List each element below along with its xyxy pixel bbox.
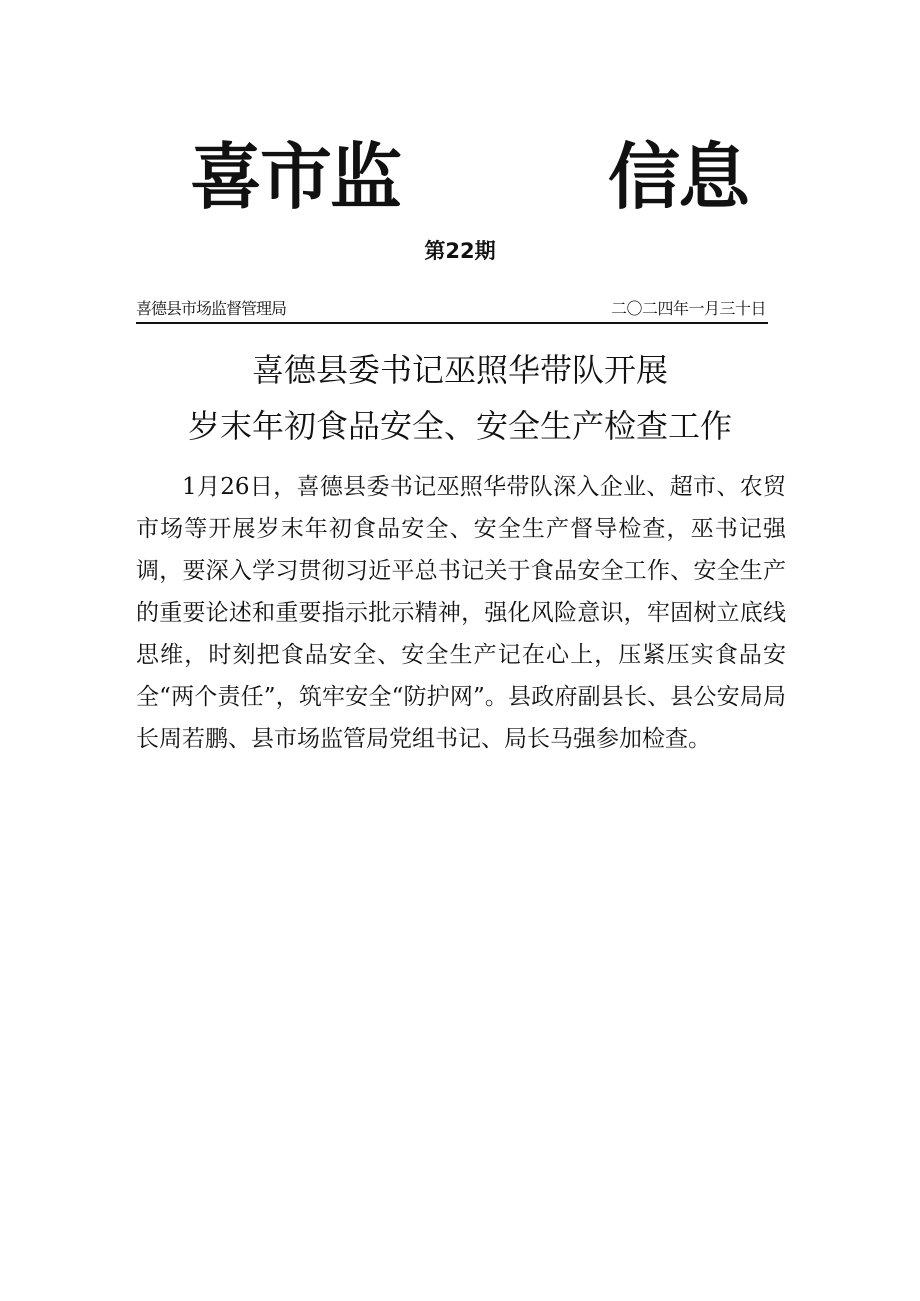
masthead <box>190 132 750 222</box>
issuer-name: 喜德县市场监督管理局 <box>136 299 287 318</box>
masthead-title-right: 信息 <box>608 135 749 219</box>
headline-line-2: 岁末年初食品安全、安全生产检查工作 <box>187 407 732 445</box>
masthead-title-left: 喜市监 <box>190 135 401 219</box>
issue-number: 第22期 <box>424 239 496 263</box>
article-headline <box>0 342 920 454</box>
issuer-date-line <box>136 298 768 324</box>
article-body: 1月26日，喜德县委书记巫照华带队深入企业、超市、农贸市场等开展岁末年初食品安全、安全生产督导检查，巫书记强调，要深入学习贯彻习近平总书记关于食品安全工作、安全生产的重要论述和重要指示批示精神，强化风险意识，牢固树立底线思维，时刻把食品安全、安全生产记在心上，压紧压实食品安全“两个责任”，筑牢安全“防护网”。县政府副县长、县公安局局长周若鹏、县市场监管局党组书记、局长马强参加检查。 <box>136 474 786 752</box>
issue-date: 二〇二四年一月三十日 <box>610 299 766 318</box>
headline-line-1: 喜德县委书记巫照华带队开展 <box>251 351 668 389</box>
